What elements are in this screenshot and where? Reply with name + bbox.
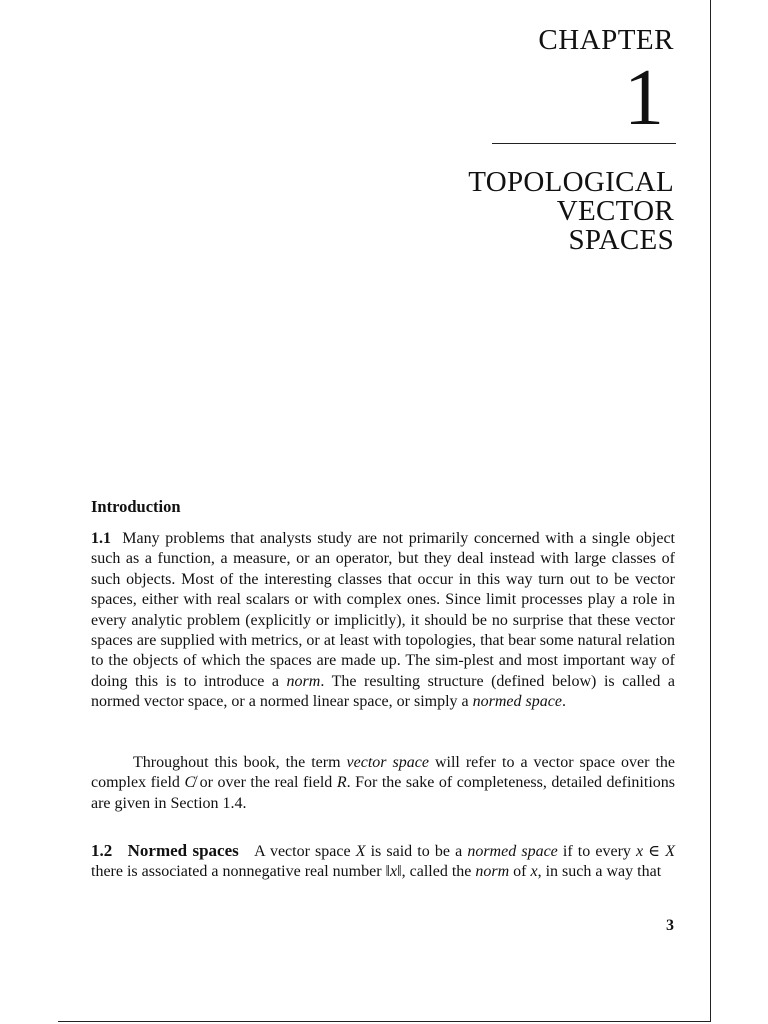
paragraph-number: 1.2 — [91, 841, 113, 860]
variable-x: x — [530, 863, 538, 881]
page-edge-right — [710, 0, 711, 1022]
paragraph-text: . The resulting structure (defined below) is called a normed vector space, or a normed linear space, or simply a — [91, 672, 676, 711]
paragraph-text: there is associated a nonnegative real number — [91, 863, 382, 881]
chapter-label: CHAPTER — [538, 24, 674, 56]
chapter-title-line-1: TOPOLOGICAL — [468, 166, 674, 198]
chapter-title-line-2: VECTOR — [556, 195, 674, 227]
paragraph-1-2 — [91, 841, 675, 883]
paragraph-text: Many problems that analysts study are not primarily concerned with a single object such as a function, a measure, or an operator, but they deal instead with large classes of such objects. Most of the interesting classes that occur in this way turn out to be vector spaces, either with real scalars or with complex ones. Since limit processes play a role in every analytic problem (explicitly or implicitly), it should be no surprise that these vector spaces are supplied with metrics, or at least with topologies, that bear some natural relation to the objects of which the spaces are made up. The sim-plest and most important way of doing this is to introduce a — [91, 530, 676, 690]
chapter-rule — [492, 143, 676, 144]
paragraph-text: Throughout this book, the term — [133, 754, 341, 771]
paragraph-text: . — [561, 693, 566, 711]
paragraph-text: will refer to a vector space over the complex field — [91, 754, 676, 792]
emphasis-vector-space: vector space — [346, 754, 429, 771]
emphasis-normed-space: normed space — [472, 693, 562, 711]
chapter-number: 1 — [624, 54, 664, 142]
page-edge-bottom — [58, 1021, 711, 1022]
real-field-symbol: R — [336, 774, 347, 792]
paragraph-text: A vector space — [254, 843, 351, 860]
norm-expression: ‖x‖ — [385, 863, 402, 881]
paragraph-number: 1.1 — [91, 530, 111, 547]
variable-x: x — [636, 843, 644, 860]
paragraph-text: , in such a way that — [537, 863, 662, 881]
paragraph-1-1 — [91, 529, 675, 713]
complex-field-symbol: C̸ — [184, 774, 196, 792]
emphasis-norm: norm — [475, 863, 510, 881]
section-heading-normed-spaces: Normed spaces — [127, 841, 239, 860]
paragraph-text: . For the sake of completeness, detailed definitions are given in Section 1.4. — [91, 774, 675, 812]
paragraph-text: is said to be a — [370, 843, 463, 860]
paragraph-text: of — [513, 863, 527, 881]
page-number: 3 — [666, 917, 674, 934]
variable-X: X — [665, 843, 675, 860]
emphasis-normed-space: normed space — [467, 843, 558, 860]
chapter-title — [374, 168, 674, 255]
paragraph-text: if to every — [562, 843, 631, 860]
element-of-symbol: ∈ — [648, 843, 661, 860]
emphasis-norm: norm — [286, 672, 321, 690]
chapter-title-line-3: SPACES — [568, 224, 674, 256]
section-heading-introduction: Introduction — [91, 497, 181, 516]
variable-X: X — [355, 843, 366, 860]
paragraph-text: or over the real field — [199, 774, 333, 792]
paragraph-1-1-continued — [91, 753, 675, 814]
paragraph-text: , called the — [401, 863, 472, 881]
